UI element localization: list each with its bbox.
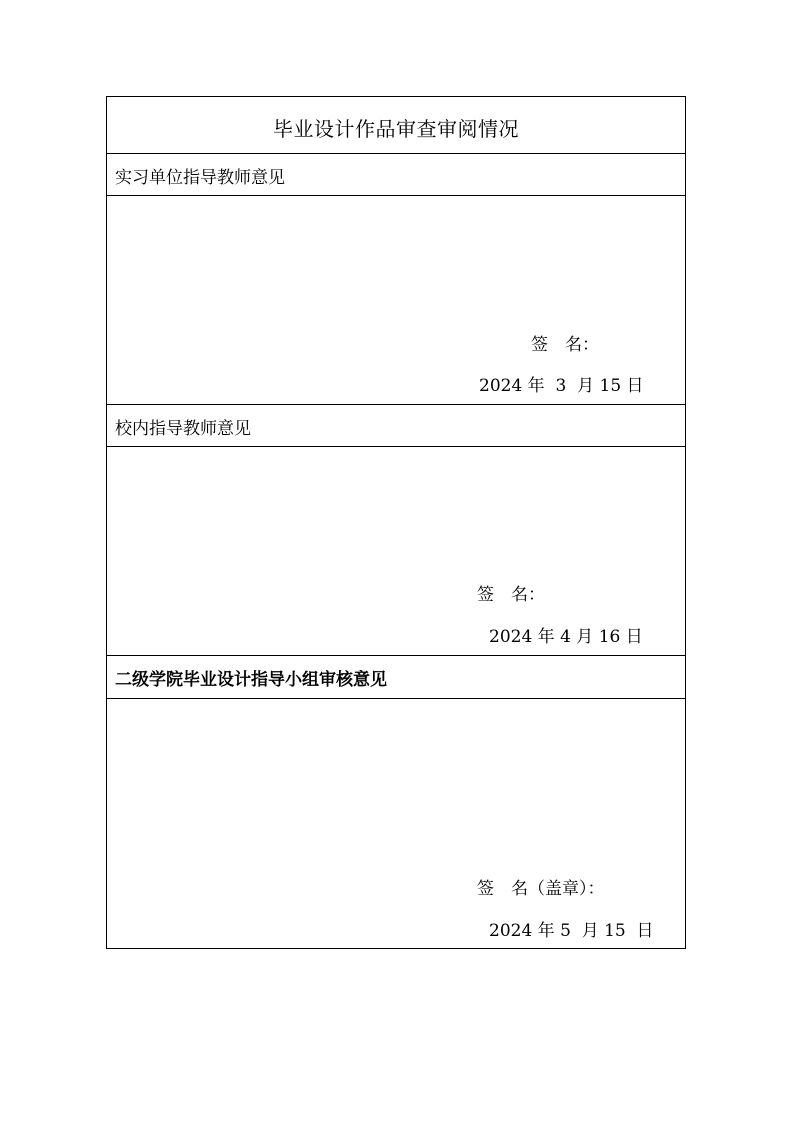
section-heading-row-college-committee — [107, 656, 685, 699]
signature-date: 2024 年 5 月 15 日 — [489, 921, 654, 941]
section-body-internship-advisor — [107, 196, 685, 405]
section-body-college-committee — [107, 699, 685, 950]
signature-stamp-label: 签 名（盖章）： — [477, 879, 605, 899]
section-heading-internship-advisor: 实习单位指导教师意见 — [115, 168, 285, 188]
section-heading-row-school-advisor — [107, 405, 685, 447]
signature-date: 2024 年 3 月 15 日 — [479, 376, 644, 396]
section-heading-row-internship-advisor — [107, 154, 685, 196]
section-heading-school-advisor: 校内指导教师意见 — [115, 419, 251, 439]
review-form-table — [106, 96, 686, 949]
section-heading-college-committee: 二级学院毕业设计指导小组审核意见 — [115, 670, 387, 690]
signature-label: 签 名： — [477, 585, 545, 605]
title-row — [107, 97, 685, 154]
form-title: 毕业设计作品审查审阅情况 — [273, 117, 519, 141]
section-body-school-advisor — [107, 447, 685, 656]
signature-date: 2024 年 4 月 16 日 — [489, 627, 643, 647]
signature-label: 签 名： — [531, 335, 599, 355]
